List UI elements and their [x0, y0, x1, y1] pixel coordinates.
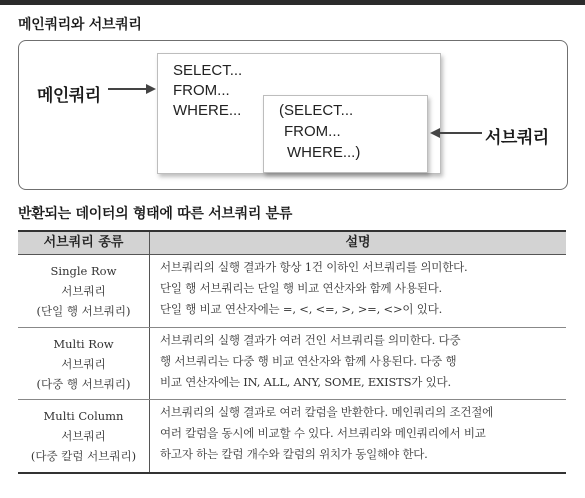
- top-rule: [0, 0, 585, 5]
- description-line: 비교 연산자에는 IN, ALL, ANY, SOME, EXISTS가 있다.: [160, 375, 451, 389]
- type-line: Multi Row: [53, 336, 114, 351]
- description-line: 행 서브쿼리는 다중 행 비교 연산자와 함께 사용된다. 다중 행: [160, 354, 457, 368]
- main-query-line: SELECT...: [173, 62, 243, 79]
- table-row: [18, 399, 566, 472]
- type-line: 서브쿼리: [61, 356, 106, 371]
- subquery-table: [18, 230, 566, 474]
- section-title-classification: 반환되는 데이터의 형태에 따른 서브쿼리 분류: [18, 206, 293, 222]
- type-line: (다중 칼럼 서브쿼리): [30, 449, 137, 463]
- main-query-arrow: [108, 82, 158, 96]
- section-title-main-sub: 메인쿼리와 서브쿼리: [18, 17, 142, 33]
- main-query-label: 메인쿼리: [37, 86, 101, 106]
- type-line: 서브쿼리: [61, 429, 106, 443]
- description-line: 하고자 하는 칼럼 개수와 칼럼의 위치가 동일해야 한다.: [160, 447, 428, 461]
- table-row: [18, 327, 566, 399]
- description-line: 서브쿼리의 실행 결과가 항상 1건 이하인 서브쿼리를 의미한다.: [160, 260, 468, 274]
- description-line: 여러 칼럼을 동시에 비교할 수 있다. 서브쿼리와 메인쿼리에서 비교: [160, 426, 486, 440]
- type-line: 서브쿼리: [61, 284, 106, 298]
- sub-query-arrow: [428, 126, 484, 140]
- description-line: 서브쿼리의 실행 결과로 여러 칼럼을 반환한다. 메인쿼리의 조건절에: [160, 405, 494, 419]
- row-type-cell: [18, 328, 150, 399]
- sub-query-box: [263, 95, 428, 173]
- row-description-cell: [150, 255, 566, 327]
- description-line: 단일 행 서브쿼리는 단일 행 비교 연산자와 함께 사용된다.: [160, 281, 443, 295]
- table-row: [18, 255, 566, 327]
- type-line: Single Row: [50, 264, 117, 278]
- description-line: 단일 행 비교 연산자에는 =, <, <=, >, >=, <>이 있다.: [160, 302, 443, 316]
- type-line: (단일 행 서브쿼리): [36, 304, 131, 318]
- row-description-cell: [150, 328, 566, 399]
- main-query-line: FROM...: [173, 82, 230, 99]
- sub-query-line: FROM...: [284, 123, 341, 140]
- header-type: 서브쿼리 종류: [18, 232, 150, 254]
- table-bottom-rule: [18, 472, 566, 474]
- type-line: (다중 행 서브쿼리): [36, 376, 131, 391]
- header-description: 설명: [345, 235, 371, 250]
- sub-query-line: WHERE...): [287, 144, 361, 161]
- sub-query-label: 서브쿼리: [485, 128, 549, 148]
- sub-query-line: (SELECT...: [279, 102, 354, 119]
- row-type-cell: [18, 255, 150, 327]
- type-line: Multi Column: [43, 409, 124, 423]
- table-header-row: [18, 232, 566, 255]
- main-query-line: WHERE...: [173, 102, 242, 119]
- row-type-cell: [18, 400, 150, 472]
- description-line: 서브쿼리의 실행 결과가 여러 건인 서브쿼리를 의미한다. 다중: [160, 333, 461, 347]
- row-description-cell: [150, 400, 566, 472]
- query-diagram: [18, 40, 568, 190]
